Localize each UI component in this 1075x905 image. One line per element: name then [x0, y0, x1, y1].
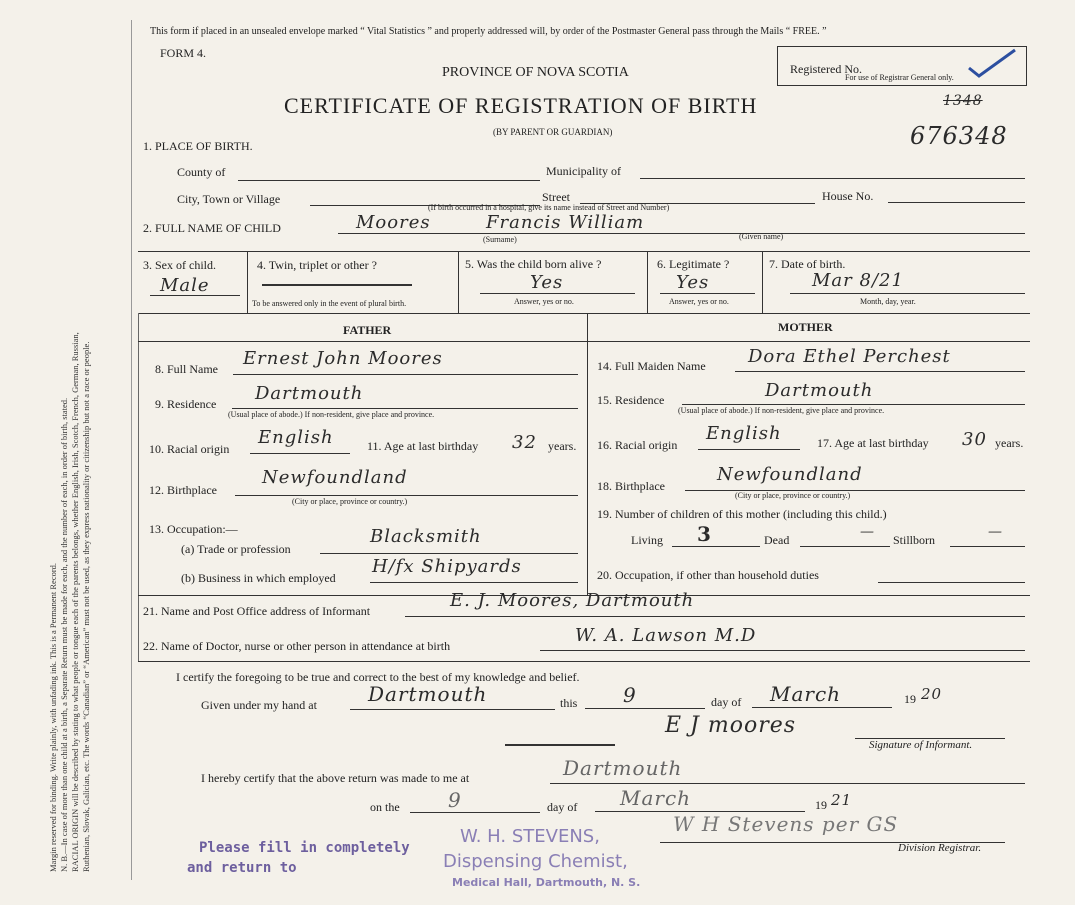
- register-number: 676348: [910, 122, 1008, 150]
- mother-name: Dora Ethel Perchest: [748, 346, 951, 367]
- living-label: Living: [631, 533, 663, 547]
- registrar-place: Dartmouth: [563, 756, 683, 780]
- mother-race-line: [698, 449, 800, 450]
- informant-value: E. J. Moores, Dartmouth: [450, 590, 695, 611]
- doctor-line: [540, 650, 1025, 651]
- father-trade-label: (a) Trade or profession: [181, 542, 291, 556]
- certificate-title: CERTIFICATE OF REGISTRATION OF BIRTH: [284, 93, 758, 118]
- margin-notes: [48, 72, 92, 872]
- margin-note: Margin reserved for binding. Write plainly, with unfading ink. This is a Permanent Record.: [48, 562, 58, 872]
- legitimate-value: Yes: [676, 272, 710, 293]
- mother-birthplace: Newfoundland: [717, 464, 863, 485]
- father-heading: FATHER: [343, 323, 392, 337]
- stillborn-line: [950, 546, 1025, 547]
- mother-name-label: 14. Full Maiden Name: [597, 359, 706, 373]
- alive-label: 5. Was the child born alive ?: [465, 257, 602, 271]
- column-divider: [762, 251, 763, 313]
- living-count: 3: [697, 522, 712, 546]
- mother-years-label: years.: [995, 436, 1024, 450]
- signature-label: Signature of Informant.: [869, 739, 973, 751]
- registrar-dayof-label: day of: [547, 800, 578, 814]
- father-birthplace-label: 12. Birthplace: [149, 483, 217, 497]
- margin-note: N. B.—In case of more than one child at a birth, a Separate Return must be made for each, and the number of each, in order of birth, stated.: [59, 397, 69, 872]
- chemist-title: Dispensing Chemist,: [443, 851, 628, 872]
- given-name-caption: (Given name): [739, 232, 784, 241]
- given-day: 9: [623, 683, 637, 707]
- on-the-label: on the: [370, 800, 400, 814]
- form-number: FORM 4.: [160, 46, 207, 60]
- registrar-day: 9: [448, 788, 462, 812]
- birth-date-value: Mar 8/21: [812, 270, 904, 291]
- municipality-label: Municipality of: [546, 164, 621, 178]
- doctor-label: 22. Name of Doctor, nurse or other person in attendance at birth: [143, 639, 451, 653]
- given-at-label: Given under my hand at: [201, 698, 317, 712]
- registrar-year: 21: [831, 791, 853, 809]
- house-label: House No.: [822, 189, 874, 203]
- mother-residence-line: [682, 404, 1025, 405]
- registrar-place-line: [550, 783, 1025, 784]
- stamp-line-1: Please fill in completely: [199, 840, 410, 856]
- twin-dash: [262, 284, 412, 286]
- father-name: Ernest John Moores: [243, 348, 443, 369]
- father-business-line: [370, 582, 578, 583]
- province-title: PROVINCE OF NOVA SCOTIA: [442, 65, 629, 80]
- margin-note: Ruthenian, Slovak, Galician, etc. The words “Canadian” or “American” must not be used, as they express nationality or citizenship but not a race or people.: [81, 341, 91, 872]
- birth-date-line: [790, 293, 1025, 294]
- father-birthplace-line: [235, 495, 578, 496]
- registered-label: Registered No.: [790, 62, 862, 76]
- chemist-address: Medical Hall, Dartmouth, N. S.: [452, 876, 641, 889]
- registrar-month: March: [620, 786, 692, 810]
- parents-left-border: [138, 313, 139, 661]
- father-trade: Blacksmith: [370, 526, 482, 547]
- dead-label: Dead: [764, 533, 790, 547]
- surname-caption: (Surname): [483, 235, 517, 244]
- column-divider: [647, 251, 648, 313]
- mother-age: 30: [962, 429, 987, 450]
- birth-date-label: 7. Date of birth.: [769, 257, 846, 271]
- registrar-label: Division Registrar.: [898, 842, 982, 854]
- father-race-label: 10. Racial origin: [149, 442, 230, 456]
- column-divider: [458, 251, 459, 313]
- child-name-label: 2. FULL NAME OF CHILD: [143, 221, 281, 235]
- mother-residence-note: (Usual place of abode.) If non-resident, give place and province.: [678, 406, 885, 415]
- father-residence: Dartmouth: [255, 383, 364, 404]
- municipality-line: [640, 178, 1025, 179]
- father-age-label: 11. Age at last birthday: [367, 439, 479, 453]
- registrar-day-line: [410, 812, 540, 813]
- father-residence-note: (Usual place of abode.) If non-resident, give place and province.: [228, 410, 435, 419]
- alive-line: [480, 293, 635, 294]
- stillborn-label: Stillborn: [893, 533, 936, 547]
- mother-occupation-label: 20. Occupation, if other than household duties: [597, 568, 819, 582]
- dead-count: —: [860, 524, 875, 540]
- alive-value: Yes: [530, 272, 564, 293]
- check-mark-icon: [965, 46, 1020, 82]
- hospital-note: (If birth occurred in a hospital, give its name instead of Street and Number): [428, 203, 670, 212]
- binding-margin-line: [131, 20, 132, 880]
- informant-signature: E J moores: [665, 713, 797, 738]
- year-prefix: 19: [904, 692, 916, 706]
- this-label: this: [560, 696, 578, 710]
- county-line: [238, 180, 540, 181]
- father-age: 32: [512, 432, 537, 453]
- register-number-small: 1348: [943, 93, 983, 109]
- doctor-value: W. A. Lawson M.D: [575, 625, 757, 646]
- father-business: H/fx Shipyards: [372, 556, 522, 577]
- given-year: 20: [921, 685, 943, 703]
- place-section-label: 1. PLACE OF BIRTH.: [143, 139, 253, 153]
- postal-notice: This form if placed in an unsealed envelope marked “ Vital Statistics ” and properly addressed will, by order of the Postmaster General pass through the Mails “ FREE. ”: [150, 26, 827, 37]
- dayof-label: day of: [711, 695, 742, 709]
- father-residence-label: 9. Residence: [155, 397, 217, 411]
- legitimate-line: [660, 293, 755, 294]
- birth-date-note: Month, day, year.: [860, 297, 916, 306]
- street-label: Street: [542, 190, 570, 204]
- given-day-line: [585, 708, 705, 709]
- stillborn-count: —: [988, 524, 1003, 540]
- mother-heading: MOTHER: [778, 320, 833, 334]
- row-divider: [138, 313, 1030, 314]
- father-race: English: [258, 427, 334, 448]
- county-label: County of: [177, 165, 226, 179]
- mother-name-line: [735, 371, 1025, 372]
- informant-line: [405, 616, 1025, 617]
- row-divider: [138, 661, 1030, 662]
- stamp-line-2: and return to: [187, 860, 297, 876]
- father-name-line: [233, 374, 578, 375]
- chemist-name: W. H. STEVENS,: [460, 826, 600, 847]
- living-line: [672, 546, 760, 547]
- margin-note: RACIAL ORIGIN will be described by stating to what people or tongue each of the parents belongs, whether English, Irish, Scotch, French, German, Russian,: [70, 332, 80, 872]
- city-label: City, Town or Village: [177, 192, 281, 206]
- child-given-name: Francis William: [486, 212, 645, 233]
- twin-label: 4. Twin, triplet or other ?: [257, 258, 377, 272]
- mother-race-label: 16. Racial origin: [597, 438, 678, 452]
- informant-label: 21. Name and Post Office address of Informant: [143, 604, 371, 618]
- signature-stroke: [505, 744, 615, 746]
- father-years-label: years.: [548, 439, 577, 453]
- sex-line: [150, 295, 240, 296]
- registered-note: For use of Registrar General only.: [845, 73, 954, 82]
- mother-birthplace-note: (City or place, province or country.): [735, 491, 851, 500]
- father-birthplace-note: (City or place, province or country.): [292, 497, 408, 506]
- father-name-label: 8. Full Name: [155, 362, 218, 376]
- given-month: March: [770, 682, 842, 706]
- registrar-signature: W H Stevens per GS: [673, 812, 899, 836]
- given-place: Dartmouth: [368, 682, 488, 706]
- house-line: [888, 202, 1025, 203]
- mother-occupation-line: [878, 582, 1025, 583]
- father-race-line: [250, 453, 350, 454]
- dead-line: [800, 546, 890, 547]
- mother-age-label: 17. Age at last birthday: [817, 436, 929, 450]
- legitimate-note: Answer, yes or no.: [669, 297, 729, 306]
- father-trade-line: [320, 553, 578, 554]
- mother-race: English: [706, 423, 782, 444]
- mother-residence-label: 15. Residence: [597, 393, 665, 407]
- given-month-line: [752, 707, 892, 708]
- column-divider: [247, 251, 248, 313]
- father-residence-line: [232, 408, 578, 409]
- certify-text: I certify the foregoing to be true and correct to the best of my knowledge and belief.: [176, 670, 580, 684]
- father-business-label: (b) Business in which employed: [181, 571, 336, 585]
- mother-birthplace-label: 18. Birthplace: [597, 479, 665, 493]
- registrar-year-prefix: 19: [815, 798, 827, 812]
- certificate-subtitle: (BY PARENT OR GUARDIAN): [493, 127, 613, 137]
- children-count-label: 19. Number of children of this mother (including this child.): [597, 507, 887, 521]
- given-place-line: [350, 709, 555, 710]
- twin-note: To be answered only in the event of plural birth.: [252, 299, 407, 308]
- row-divider: [138, 251, 1030, 252]
- parents-divider: [587, 313, 588, 595]
- legitimate-label: 6. Legitimate ?: [657, 257, 730, 271]
- sex-value: Male: [160, 275, 210, 296]
- alive-note: Answer, yes or no.: [514, 297, 574, 306]
- registrar-text: I hereby certify that the above return was made to me at: [201, 771, 470, 785]
- mother-residence: Dartmouth: [765, 380, 874, 401]
- child-name-line: [338, 233, 1025, 234]
- father-occupation-label: 13. Occupation:—: [149, 522, 238, 536]
- father-birthplace: Newfoundland: [262, 467, 408, 488]
- child-surname: Moores: [356, 212, 431, 233]
- sex-label: 3. Sex of child.: [143, 258, 216, 272]
- parents-header-line: [138, 341, 1030, 342]
